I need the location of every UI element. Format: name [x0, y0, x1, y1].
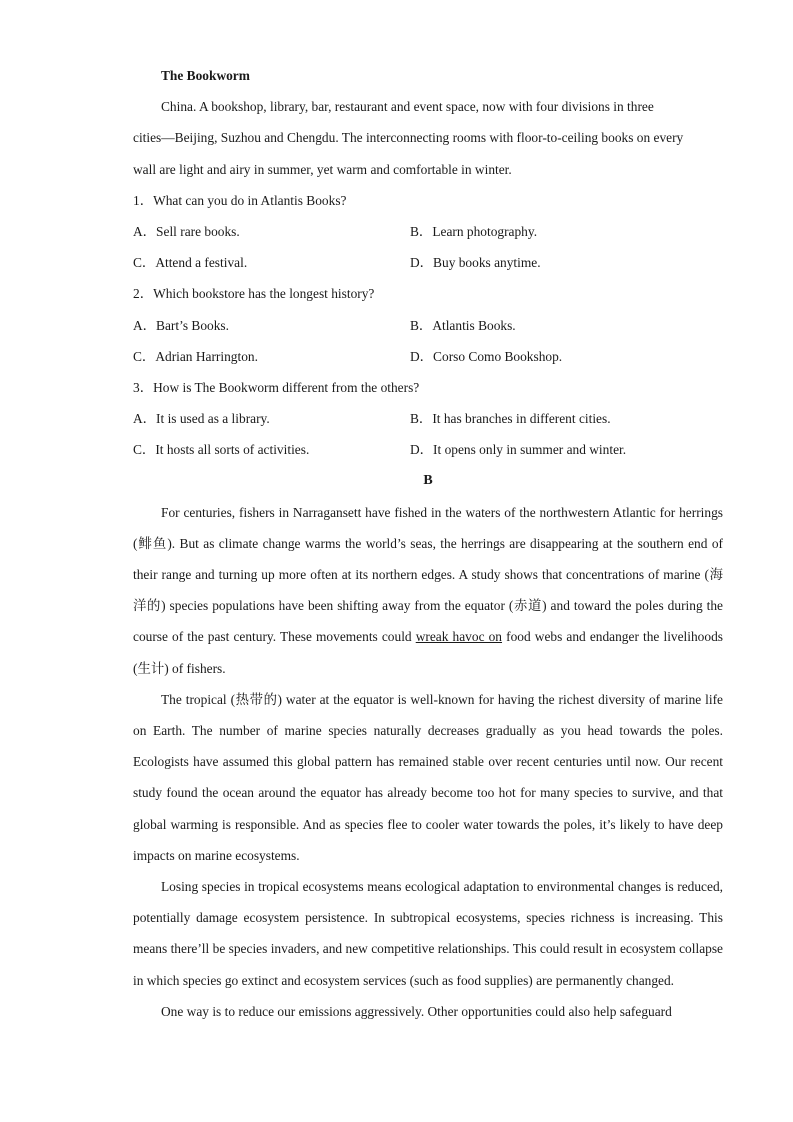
- question-1-stem: 1．What can you do in Atlantis Books?: [133, 192, 347, 208]
- passage-line: cities—Beijing, Suzhou and Chengdu. The interconnecting rooms with floor-to-ceiling books on every: [133, 130, 684, 146]
- question-1-options-row-1: [133, 216, 723, 247]
- document-page: [133, 60, 723, 1027]
- question-1-option-c: C．Attend a festival.: [133, 255, 248, 271]
- paragraph-1-text-a: For centuries, fishers in Narragansett have fished in the waters of the northwestern Atlantic for herrings (鲱鱼). But as climate change warms the world’s seas, the herrings are disappearing at the southern end of their range and turning up more often at its northern edges. A study shows that concentrations of marine (海洋的) species populations have been shifting away from the equator (赤道) and toward the poles during the course of the past century. These movements could: [133, 504, 723, 645]
- question-2-stem: 2．Which bookstore has the longest history?: [133, 286, 375, 302]
- passage-title: The Bookworm: [161, 68, 250, 83]
- question-3-option-d: D．It opens only in summer and winter.: [410, 442, 627, 458]
- question-3-option-a: A．It is used as a library.: [133, 411, 270, 427]
- section-heading: B: [423, 473, 433, 489]
- paragraph-2: The tropical (热带的) water at the equator is well-known for having the richest diversity of marine life on Earth. The number of marine species naturally decreases gradually as you head towards the poles. Ecologists have assumed this global pattern has remained stable over recent centuries until now. Our recent study found the ocean around the equator has already become too hot for many species to survive, and that global warming is responsible. And as species flee to cooler water towards the poles, it’s likely to have deep impacts on marine ecosystems.: [133, 691, 723, 863]
- question-3-options-row-1: [133, 403, 723, 434]
- question-1-option-b: B．Learn photography.: [410, 223, 538, 239]
- underlined-phrase: wreak havoc on: [415, 629, 503, 645]
- question-2-option-c: C．Adrian Harrington.: [133, 348, 258, 364]
- question-1-option-d: D．Buy books anytime.: [410, 255, 541, 271]
- question-2-option-a: A．Bart’s Books.: [133, 317, 229, 333]
- question-3-option-c: C．It hosts all sorts of activities.: [133, 442, 310, 458]
- passage-line: wall are light and airy in summer, yet warm and comfortable in winter.: [133, 161, 512, 177]
- question-2-options-row-2: [133, 341, 723, 372]
- paragraph-1: [133, 497, 723, 684]
- question-2-options-row-1: [133, 310, 723, 341]
- question-1-option-a: A．Sell rare books.: [133, 223, 240, 239]
- question-1-options-row-2: [133, 247, 723, 278]
- paragraph-3: Losing species in tropical ecosystems means ecological adaptation to environmental changes is reduced, potentially damage ecosystem persistence. In subtropical ecosystems, species richness is increasing. This means there’ll be species invaders, and new competitive relationships. This could result in ecosystem collapse in which species go extinct and ecosystem services (such as food supplies) are permanently changed.: [133, 879, 723, 988]
- question-3-option-b: B．It has branches in different cities.: [410, 411, 611, 427]
- passage-line: China. A bookshop, library, bar, restaurant and event space, now with four divisions in three: [161, 99, 654, 115]
- paragraph-4: One way is to reduce our emissions aggressively. Other opportunities could also help safeguard: [161, 1003, 672, 1019]
- question-2-option-b: B．Atlantis Books.: [410, 317, 516, 333]
- question-3-stem: 3．How is The Bookworm different from the others?: [133, 379, 420, 395]
- question-3-options-row-2: [133, 434, 723, 465]
- question-2-option-d: D．Corso Como Bookshop.: [410, 348, 563, 364]
- paragraph-1-text-b: food webs and endanger the livelihoods (生计) of fishers.: [133, 629, 723, 676]
